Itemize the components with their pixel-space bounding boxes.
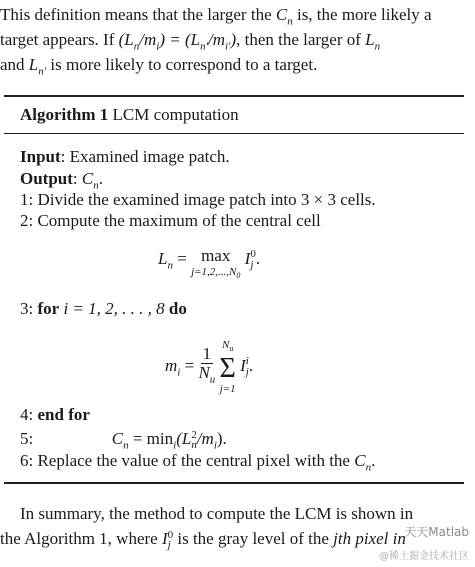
text: In summary, the method to compute the LCM is shown in	[20, 504, 414, 523]
math-sup: 0	[250, 248, 256, 261]
text: :	[72, 169, 82, 188]
keyword-end-for: end for	[37, 405, 90, 424]
math-sub: n	[123, 439, 129, 452]
math-var: I	[240, 356, 246, 375]
output-label: Output	[20, 169, 73, 188]
math: ) = (L	[159, 30, 201, 49]
text: is, the more likely a	[292, 5, 432, 24]
math: ).	[216, 429, 227, 448]
algorithm-title-rule	[4, 133, 464, 134]
numerator: 1	[202, 344, 212, 364]
math-var: I	[244, 249, 251, 268]
step-text: 6: Replace the value of the central pixel with the	[20, 451, 355, 470]
watermark-text: @稀土掘金技术社区	[379, 551, 469, 562]
algorithm-step-1	[20, 189, 376, 211]
math: j=1,2,...,N	[191, 266, 237, 278]
math-op: max	[201, 246, 231, 265]
keyword-do: do	[168, 299, 187, 318]
denominator	[198, 364, 215, 388]
math-sub: 0	[236, 271, 241, 281]
math-var: C	[275, 5, 288, 24]
math-var: N	[222, 339, 230, 351]
watermark-site	[379, 547, 469, 562]
step-number: 5:	[20, 429, 34, 448]
text: jth pixel in	[333, 529, 406, 548]
math-sub: i	[213, 439, 217, 452]
watermark-text: 天天Matlab	[404, 525, 469, 539]
input-text: : Examined image patch.	[60, 147, 230, 166]
math-sub: i′	[224, 40, 231, 53]
math: = min	[128, 429, 174, 448]
math: .	[255, 249, 261, 268]
math-sub: n	[93, 179, 99, 192]
math-sub: u	[209, 373, 216, 386]
math-sub: n	[374, 40, 381, 53]
math: =	[172, 249, 192, 268]
equation-max	[158, 248, 260, 284]
math-var: L	[28, 55, 39, 74]
step-text: 2: Compute the maximum of the central cell	[20, 211, 321, 230]
math: /m	[196, 429, 214, 448]
keyword-for: for	[37, 299, 60, 318]
watermark-brand	[404, 523, 469, 540]
math-sup: 2	[191, 429, 197, 442]
step-number: 4:	[20, 405, 38, 424]
input-label: Input	[20, 147, 61, 166]
text: and	[0, 55, 29, 74]
equation-mean	[165, 338, 253, 396]
math-var: C	[354, 451, 366, 470]
math-sub: j	[167, 539, 171, 552]
sigma-symbol: Σ	[219, 353, 236, 385]
step-text: 1: Divide the examined image patch into 3 × 3 cells.	[20, 190, 376, 209]
fraction	[198, 345, 215, 388]
text: the Algorithm 1, where	[0, 529, 162, 548]
text: .	[98, 169, 103, 188]
math-var: L	[365, 30, 375, 49]
math-var: L	[158, 249, 168, 268]
math-sub: n	[365, 461, 372, 474]
math-sub: n′	[200, 40, 208, 53]
max-operator	[191, 248, 240, 284]
math: i = 1, 2, . . . , 8	[59, 299, 169, 318]
math-var: m	[165, 356, 178, 375]
math-sub: n	[191, 439, 197, 452]
math: =	[180, 356, 199, 375]
math: )	[230, 30, 237, 49]
algorithm-step-2	[20, 210, 321, 232]
paragraph-bottom-line-2	[0, 528, 406, 550]
algorithm-step-6	[20, 450, 375, 478]
text: , then the larger of	[236, 30, 366, 49]
text: This definition means that the larger the	[0, 5, 276, 24]
algorithm-label: Algorithm 1	[20, 105, 109, 124]
math-sub: n	[167, 259, 173, 272]
algorithm-step-3	[20, 298, 187, 320]
algorithm-bottom-rule	[4, 482, 464, 484]
text: is the gray level of the	[173, 529, 334, 548]
math-var: C	[81, 169, 94, 188]
algorithm-input	[20, 146, 230, 168]
sum-lower: j=1	[219, 383, 236, 396]
math-sup: 0	[167, 529, 174, 542]
max-subscript	[191, 264, 240, 284]
algorithm-step-4	[20, 404, 90, 426]
text: .	[371, 451, 376, 470]
step-number: 3:	[20, 299, 38, 318]
math-sub: j	[245, 366, 249, 379]
math-sub: n	[133, 40, 140, 53]
math-sub: i	[173, 439, 177, 452]
math-var: C	[111, 429, 124, 448]
text: is more likely to correspond to a target.	[46, 55, 318, 74]
math-sub: u	[229, 344, 234, 354]
math-sup: i	[245, 355, 249, 368]
algorithm-name: LCM computation	[108, 105, 239, 124]
text: target appears. If	[0, 30, 119, 49]
math: /m	[139, 30, 157, 49]
paragraph-top-line-3	[0, 54, 317, 82]
math-sub: n	[287, 15, 293, 28]
algorithm-top-rule	[4, 95, 464, 97]
math-var: I	[161, 529, 168, 548]
math-expression	[118, 30, 237, 53]
math: (L	[176, 429, 192, 448]
algorithm-title	[20, 104, 239, 126]
math-sub: j	[250, 259, 254, 272]
math: (L	[118, 30, 134, 49]
math-sub: n′	[38, 65, 47, 78]
math-var: N	[198, 363, 210, 383]
paragraph-bottom-line-1	[20, 503, 413, 525]
math-sub: i	[177, 366, 181, 379]
summation	[220, 338, 236, 396]
math: .	[248, 356, 254, 375]
math-sub: i	[156, 40, 160, 53]
math: /m	[207, 30, 225, 49]
